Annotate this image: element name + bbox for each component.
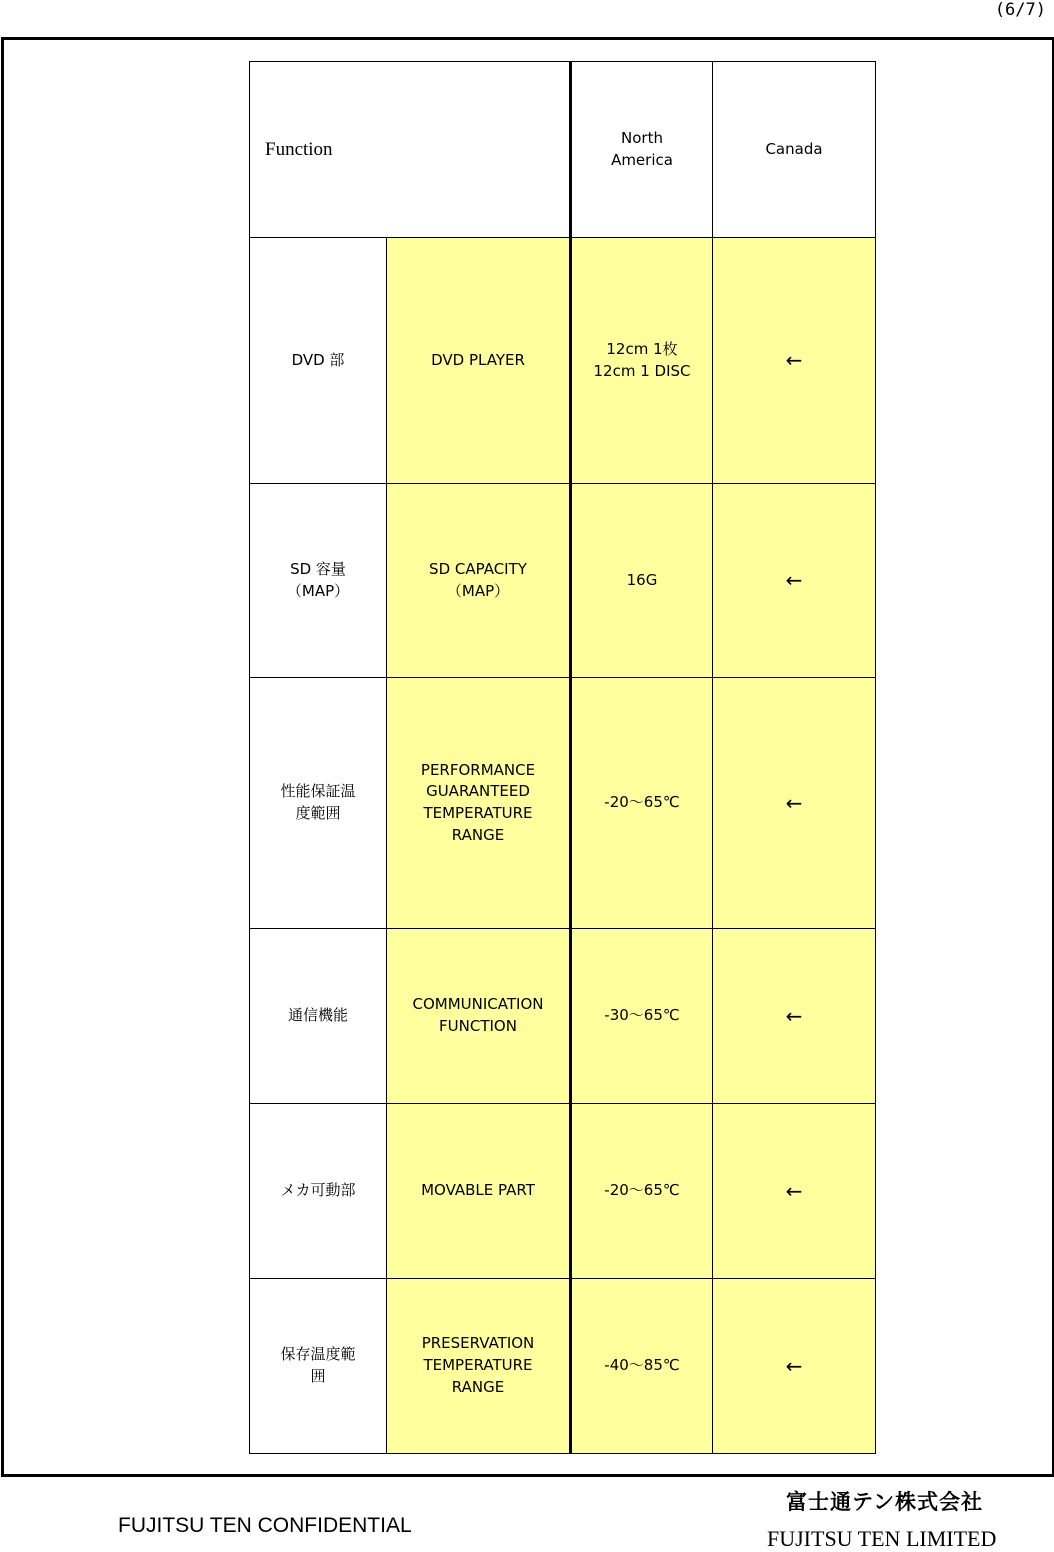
row-label-en: PRESERVATION TEMPERATURE RANGE	[387, 1279, 571, 1454]
value-canada-arrow: ←	[713, 1104, 876, 1279]
row-label-jp: 通信機能	[250, 929, 387, 1104]
row-label-jp: 性能保証温 度範囲	[250, 678, 387, 929]
specification-table	[249, 61, 876, 1454]
table-header-row	[250, 62, 876, 238]
company-name-english: FUJITSU TEN LIMITED	[767, 1526, 997, 1551]
page-number: (6/7)	[994, 0, 1046, 20]
value-north-america: -20～65℃	[571, 1104, 713, 1279]
value-canada-arrow: ←	[713, 484, 876, 678]
value-canada-arrow: ←	[713, 1279, 876, 1454]
row-label-jp: DVD 部	[250, 238, 387, 484]
row-label-en: COMMUNICATION FUNCTION	[387, 929, 571, 1104]
value-north-america: -40～85℃	[571, 1279, 713, 1454]
value-canada-arrow: ←	[713, 929, 876, 1104]
row-label-en: SD CAPACITY （MAP）	[387, 484, 571, 678]
value-canada-arrow: ←	[713, 238, 876, 484]
table-row	[250, 484, 876, 678]
table-row	[250, 1279, 876, 1454]
row-label-en: PERFORMANCE GUARANTEED TEMPERATURE RANGE	[387, 678, 571, 929]
header-function: Function	[250, 62, 571, 238]
value-north-america: 12cm 1枚 12cm 1 DISC	[571, 238, 713, 484]
row-label-en: DVD PLAYER	[387, 238, 571, 484]
row-label-jp: メカ可動部	[250, 1104, 387, 1279]
table-row	[250, 238, 876, 484]
confidential-notice: FUJITSU TEN CONFIDENTIAL	[118, 1514, 412, 1537]
table-row	[250, 678, 876, 929]
value-canada-arrow: ←	[713, 678, 876, 929]
header-north-america: North America	[571, 62, 713, 238]
table-row	[250, 1104, 876, 1279]
value-north-america: 16G	[571, 484, 713, 678]
value-north-america: -30～65℃	[571, 929, 713, 1104]
value-north-america: -20～65℃	[571, 678, 713, 929]
row-label-jp: SD 容量 （MAP）	[250, 484, 387, 678]
row-label-jp: 保存温度範 囲	[250, 1279, 387, 1454]
row-label-en: MOVABLE PART	[387, 1104, 571, 1279]
table-row	[250, 929, 876, 1104]
header-canada: Canada	[713, 62, 876, 238]
company-name-japanese: 富士通テン株式会社	[786, 1490, 983, 1514]
